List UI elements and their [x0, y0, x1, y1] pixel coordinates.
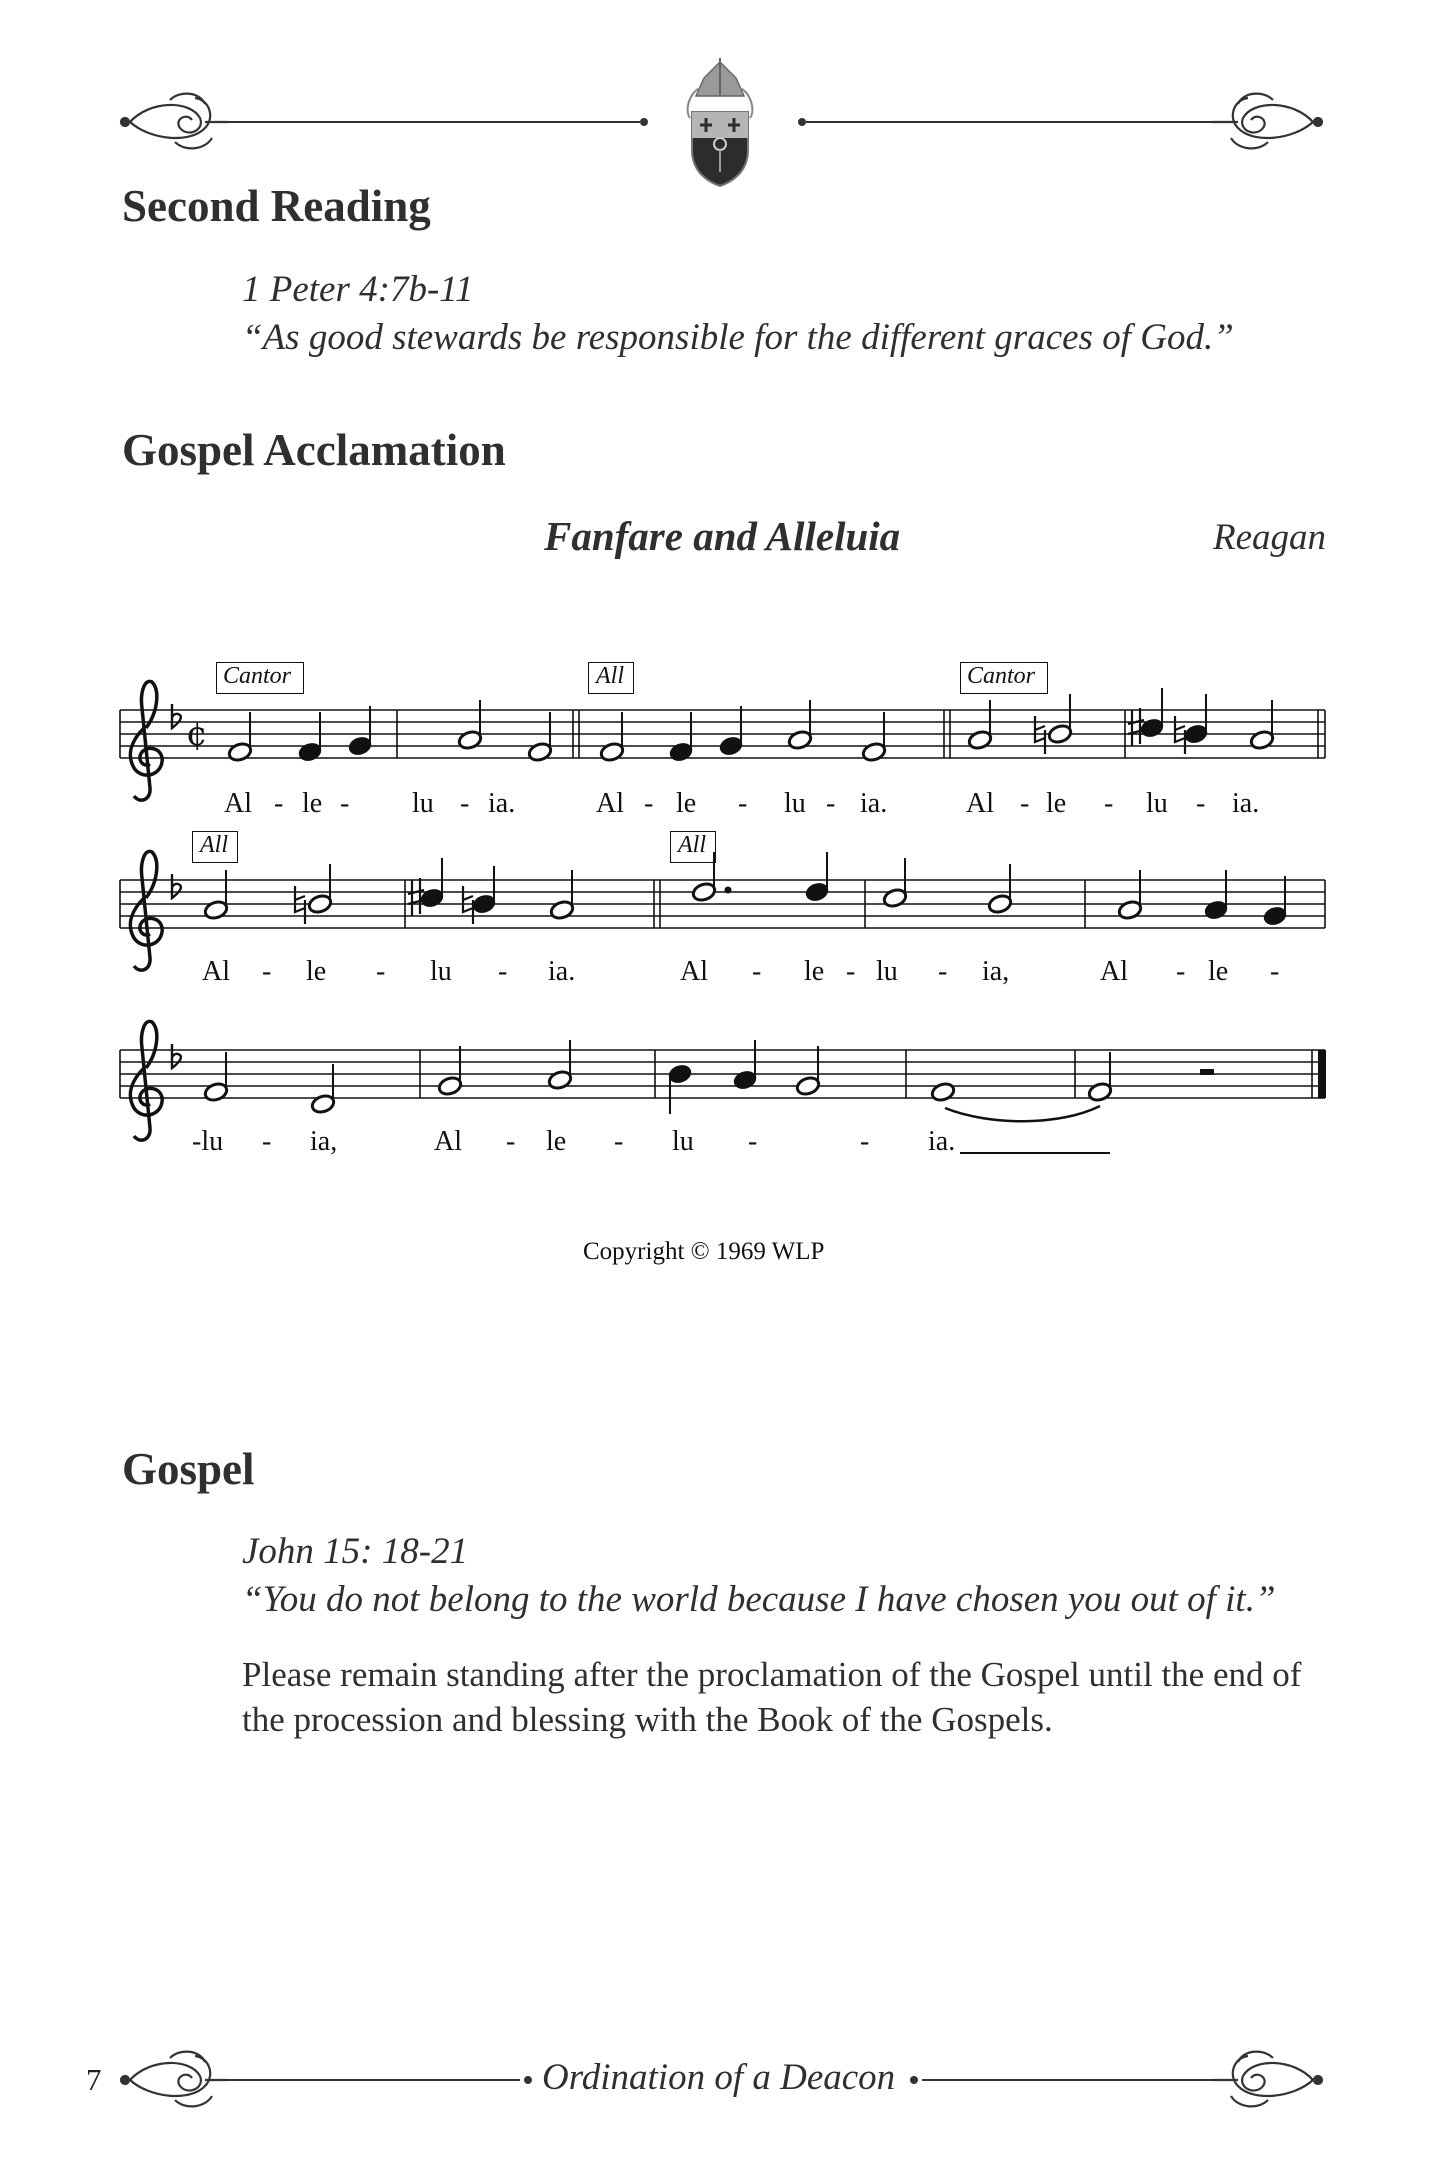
lyric-syllable: ia. [1232, 788, 1260, 819]
lyric-syllable: - [752, 956, 762, 987]
staff-2 [120, 880, 1325, 928]
all-label-3: All [670, 831, 716, 863]
lyric-syllable: Al [596, 788, 624, 819]
cantor-label-2: Cantor [960, 662, 1048, 694]
lyric-syllable: Al [224, 788, 252, 819]
lyric-syllable: ia. [860, 788, 888, 819]
lyric-syllable: - [262, 956, 272, 987]
lyric-syllable: Al [966, 788, 994, 819]
lyric-syllable: Al [202, 956, 230, 987]
lyric-syllable: le [1046, 788, 1067, 819]
lyric-syllable: - [340, 788, 350, 819]
lyric-syllable: - [1196, 788, 1206, 819]
lyric-syllable: ia. [548, 956, 576, 987]
gospel-quote: “You do not belong to the world because I have chosen you out of it.” [242, 1579, 1276, 1620]
lyric-syllable: le [546, 1126, 567, 1157]
staff-1-notes [227, 688, 1275, 763]
lyric-syllable: le [676, 788, 697, 819]
lyric-syllable: - [860, 1126, 870, 1157]
lyric-syllable: Al [1100, 956, 1128, 987]
melisma-extender-line [960, 1152, 1110, 1154]
lyric-syllable: le [804, 956, 825, 987]
lyric-syllable: - [506, 1126, 516, 1157]
lyric-syllable: - [938, 956, 948, 987]
staff-3 [120, 1050, 1325, 1098]
svg-text:¢: ¢ [186, 714, 208, 754]
hymn-composer: Reagan [1212, 517, 1326, 558]
lyric-syllable: ia. [928, 1126, 956, 1157]
right-flourish-icon [1212, 94, 1322, 149]
lyric-syllable: - [376, 956, 386, 987]
lyric-syllable: - [1270, 956, 1280, 987]
lyric-syllable: - [460, 788, 470, 819]
lyric-syllable: ia. [488, 788, 516, 819]
lyric-syllable: lu [1146, 788, 1168, 819]
lyric-syllable: - [826, 788, 836, 819]
lyric-syllable: - [1020, 788, 1030, 819]
lyric-syllable: - [738, 788, 748, 819]
gospel-citation: John 15: 18-21 [242, 1531, 469, 1572]
lyric-syllable: - [1104, 788, 1114, 819]
lyric-syllable: Al [680, 956, 708, 987]
gospel-acclamation-heading: Gospel Acclamation [122, 425, 506, 475]
lyric-syllable: le [302, 788, 323, 819]
hymn-title: Fanfare and Alleluia [544, 513, 901, 559]
lyric-syllable: -lu [192, 1126, 224, 1157]
music-score [0, 640, 1440, 1180]
lyric-syllable: ia, [310, 1126, 338, 1157]
lyric-syllable: - [1176, 956, 1186, 987]
staff-3-notes [203, 1040, 1214, 1121]
lyric-syllable: lu [784, 788, 806, 819]
lyric-syllable: lu [876, 956, 898, 987]
all-label-2: All [192, 831, 238, 863]
footer-right-flourish-icon [1212, 2052, 1322, 2107]
footer-left-flourish-icon [121, 2052, 228, 2107]
lyric-syllable: - [846, 956, 856, 987]
lyric-syllable: - [614, 1126, 624, 1157]
gospel-heading: Gospel [122, 1444, 255, 1494]
lyric-syllable: - [274, 788, 284, 819]
footer-title: Ordination of a Deacon [542, 2057, 896, 2098]
second-reading-heading: Second Reading [122, 181, 431, 231]
copyright-notice: Copyright © 1969 WLP [583, 1238, 825, 1265]
left-flourish-icon [121, 94, 228, 149]
lyric-syllable: lu [430, 956, 452, 987]
header-ornament [0, 0, 1440, 200]
second-reading-quote: “As good stewards be responsible for the different graces of God.” [242, 317, 1234, 358]
lyric-syllable: - [498, 956, 508, 987]
lyric-syllable: - [262, 1126, 272, 1157]
second-reading-citation: 1 Peter 4:7b-11 [242, 269, 474, 310]
lyric-syllable: lu [412, 788, 434, 819]
cantor-label-1: Cantor [216, 662, 304, 694]
page-number: 7 [86, 2062, 102, 2097]
coat-of-arms-icon [688, 58, 753, 186]
lyric-syllable: - [748, 1126, 758, 1157]
lyric-syllable: Al [434, 1126, 462, 1157]
all-label-1: All [588, 662, 634, 694]
lyric-syllable: le [306, 956, 327, 987]
lyric-syllable: le [1208, 956, 1229, 987]
lyric-syllable: ia, [982, 956, 1010, 987]
lyric-syllable: - [644, 788, 654, 819]
gospel-instruction: Please remain standing after the proclamation of the Gospel until the end of the procession and blessing with the Book of the Gospels. [242, 1655, 1302, 1739]
lyric-syllable: lu [672, 1126, 694, 1157]
